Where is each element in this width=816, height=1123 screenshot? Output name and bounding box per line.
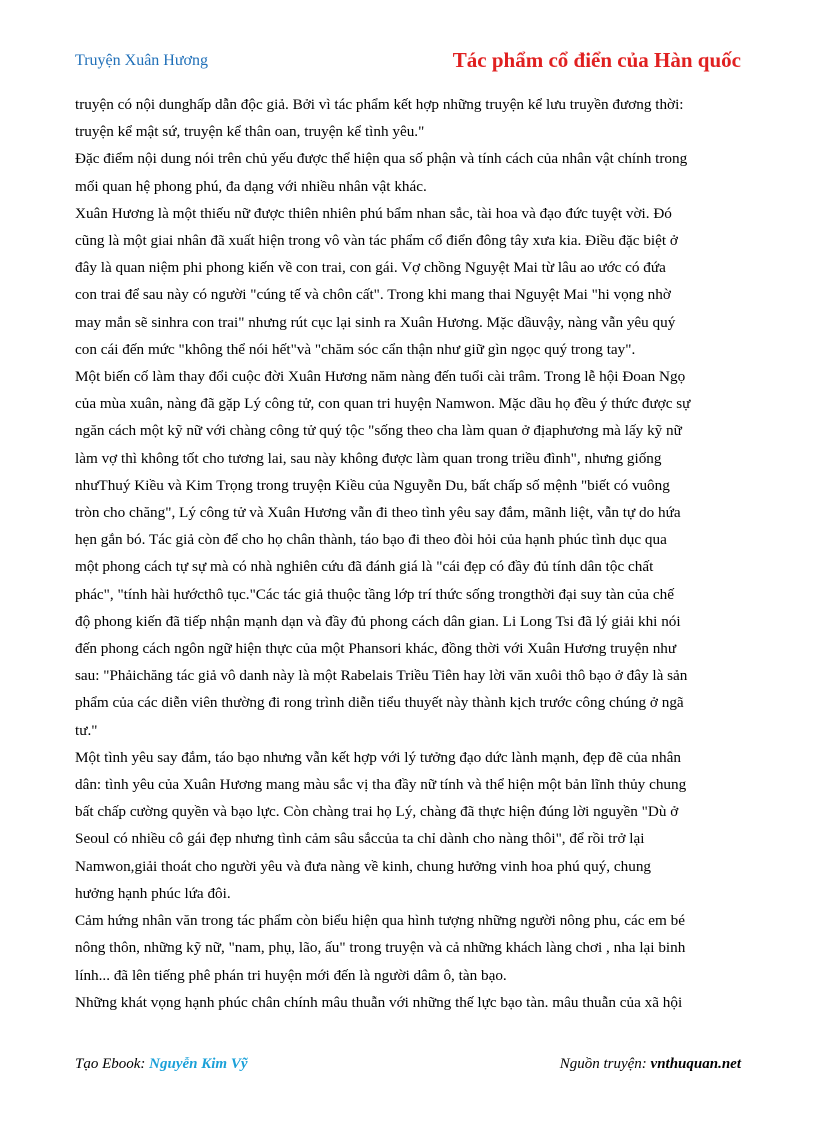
footer-ebook-separator: : [140, 1056, 150, 1072]
body-line: Namwon,giải thoát cho người yêu và đưa nàng về kinh, chung hưởng vinh hoa phú quý, chung [75, 857, 652, 875]
footer-source-separator: : [641, 1056, 651, 1072]
body-line: hẹn gắn bó. Tác giả còn để cho họ chân thành, táo bạo đi theo đòi hỏi của hạnh phúc tình dục qua [75, 531, 667, 549]
footer-source-site: vnthuquan.net [650, 1056, 741, 1072]
body-text [75, 91, 743, 1016]
body-line: phác", "tính hài hướcthô tục."Các tác giả thuộc tầng lớp trí thức sống trongthời đại suy tàn của chế [75, 585, 675, 603]
footer-ebook-credit [75, 1056, 248, 1073]
body-line: độ phong kiến đã tiếp nhận mạnh dạn và đầy đủ phong cách dân gian. Li Long Tsi đã lý giải khi nói [75, 612, 681, 630]
body-line: may mắn sẽ sinhra con trai" nhưng rút cục lại sinh ra Xuân Hương. Mặc dầuvậy, nàng vẫn yêu quý [75, 313, 676, 331]
header-collection-title: Tác phẩm cổ điển của Hàn quốc [452, 48, 741, 72]
body-line: Đặc điểm nội dung nói trên chủ yếu được thể hiện qua số phận và tính cách của nhân vật chính trong [75, 150, 688, 168]
body-line: hưởng hạnh phúc lứa đôi. [75, 884, 231, 902]
body-line: Seoul có nhiều cô gái đẹp nhưng tình cảm sâu sắccủa ta chỉ dành cho nàng thôi", để rồi trở lại [75, 830, 645, 848]
body-line: Những khát vọng hạnh phúc chân chính mâu thuẫn với những thế lực bạo tàn. mâu thuẫn của xã hội [75, 993, 683, 1011]
body-line: tư." [75, 721, 98, 739]
body-line: làm vợ thì không tốt cho tương lai, sau này không được làm quan trong triều đình", nhưng giống [75, 449, 662, 467]
body-line: của mùa xuân, nàng đã gặp Lý công tử, con quan tri huyện Namwon. Mặc dầu họ đều ý thức được sự [75, 395, 691, 413]
body-line: Xuân Hương là một thiếu nữ được thiên nhiên phú bẩm nhan sắc, tài hoa và đạo đức tuyệt vời. Đó [75, 204, 672, 222]
body-line: một phong cách tự sự mà có nhà nghiên cứu đã đánh giá là "cái đẹp có đầy đủ tính dân tộc chất [75, 558, 654, 576]
footer-source-label: Nguồn truyện [559, 1056, 642, 1072]
body-line: con cái đến mức "không thể nói hết"và "chăm sóc cẩn thận như giữ gìn ngọc quý trong tay". [75, 340, 636, 358]
footer-ebook-author: Nguyễn Kim Vỹ [149, 1056, 248, 1072]
footer-source-credit [560, 1056, 741, 1073]
body-line: đến phong cách ngôn ngữ hiện thực của một Phansori khác, đồng thời với Xuân Hương truyện như [75, 640, 677, 658]
body-line: truyện có nội dunghấp dẫn độc giả. Bởi vì tác phẩm kết hợp những truyện kể lưu truyền đương thời: [75, 96, 684, 113]
body-line: phẩm của các diễn viên thường đi rong trình diễn tiểu thuyết này thành kịch trước công chúng ở ngã [75, 694, 684, 712]
body-line: Cảm hứng nhân văn trong tác phẩm còn biểu hiện qua hình tượng những người nông phu, các em bé [75, 912, 685, 930]
body-line: lính... đã lên tiếng phê phán tri huyện mới đến là người dâm ô, tàn bạo. [75, 966, 507, 984]
body-line: cũng là một giai nhân đã xuất hiện trong vô vàn tác phẩm cổ điển đông tây xưa kia. Điều đặc biệt ở [75, 232, 678, 250]
header-story-title: Truyện Xuân Hương [75, 52, 208, 69]
footer-ebook-label: Tạo Ebook [75, 1056, 141, 1072]
body-line: sau: "Phảichăng tác giả vô danh này là một Rabelais Triều Tiên hay lời văn xuôi thô bạo ở đây là sản [75, 667, 688, 685]
body-line: con trai để sau này có người "cúng tế và chôn cất". Trong khi mang thai Nguyệt Mai "hi vọng nhờ [75, 286, 671, 304]
body-line: truyện kể mật sứ, truyện kể thân oan, truyện kể tình yêu." [75, 123, 425, 141]
body-line: mối quan hệ phong phú, đa dạng với nhiều nhân vật khác. [75, 177, 427, 195]
body-line: Một biến cố làm thay đổi cuộc đời Xuân Hương năm nàng đến tuổi cài trâm. Trong lễ hội Đoan Ngọ [75, 368, 686, 386]
body-line: nhưThuý Kiều và Kim Trọng trong truyện Kiều của Nguyễn Du, bất chấp số mệnh "biết có vuông [75, 476, 670, 494]
body-line: nông thôn, những kỹ nữ, "nam, phụ, lão, ấu" trong truyện và cả những khách làng chơi , nha lại binh [75, 939, 686, 957]
body-line: đây là quan niệm phi phong kiến về con trai, con gái. Vợ chồng Nguyệt Mai từ lâu ao ước có đứa [75, 259, 666, 277]
body-line: tròn cho chăng", Lý công tử và Xuân Hương vẫn đi theo tình yêu say đắm, mãnh liệt, vẫn tự do hứa [75, 504, 681, 522]
body-line: Một tình yêu say đắm, táo bạo nhưng vẫn kết hợp với lý tưởng đạo dức lành mạnh, đẹp đẽ của nhân [75, 748, 681, 766]
body-line: bất chấp cường quyền và bạo lực. Còn chàng trai họ Lý, chàng đã thực hiện đúng lời nguyền "Dù ở [75, 803, 679, 821]
body-line: ngăn cách một kỹ nữ với chàng công tử quý tộc "sống theo cha làm quan ở địaphương mà lấy kỹ nữ [75, 422, 682, 440]
body-line: dân: tình yêu của Xuân Hương mang màu sắc vị tha đầy nữ tính và thể hiện một bản lĩnh thủy chung [75, 776, 687, 794]
